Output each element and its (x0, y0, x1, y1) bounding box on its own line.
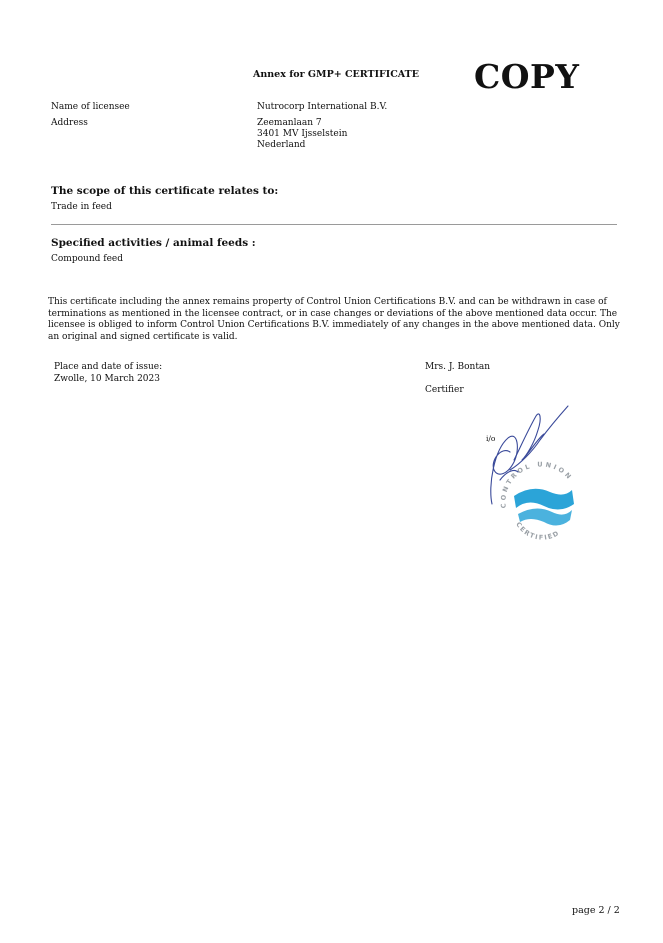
address-label: Address (51, 118, 88, 128)
issue-label: Place and date of issue: (54, 362, 163, 372)
page-number: page 2 / 2 (572, 905, 620, 916)
on-behalf-marker: i/o (486, 434, 496, 443)
seal-wave-lower (518, 508, 572, 525)
seal-top-text: CONTROL UNION (499, 460, 575, 509)
certifier-name: Mrs. J. Bontan (425, 362, 491, 372)
section-divider (51, 224, 617, 225)
scope-value: Trade in feed (51, 202, 112, 212)
address-line-1: Zeemanlaan 7 (257, 118, 322, 128)
control-union-seal (480, 400, 590, 545)
document-title: Annex for GMP+ CERTIFICATE (253, 69, 419, 80)
certifier-role: Certifier (425, 385, 464, 395)
seal-bottom-text: CERTIFIED (514, 520, 562, 542)
seal-wave-upper (514, 489, 574, 510)
address-line-2: 3401 MV Ijsselstein (257, 129, 348, 139)
activities-heading: Specified activities / animal feeds : (51, 237, 256, 249)
disclaimer-text: This certificate including the annex remains property of Control Union Certifications B.V. and can be withdrawn in case of terminations as mentioned in the licensee contract, or in case changes or deviations of the above mentioned data occur. The licensee is obliged to inform Control Union Certifications B.V. immediately of any changes in the above mentioned data. Only an original and signed certificate is valid. (48, 297, 620, 342)
scope-heading: The scope of this certificate relates to: (51, 185, 279, 197)
licensee-name-value: Nutrocorp International B.V. (257, 102, 388, 112)
seal-waves (514, 489, 574, 526)
copy-stamp: COPY (474, 57, 580, 96)
activities-value: Compound feed (51, 254, 123, 264)
issue-value: Zwolle, 10 March 2023 (54, 374, 160, 384)
licensee-name-label: Name of licensee (51, 102, 130, 112)
address-line-3: Nederland (257, 140, 306, 150)
